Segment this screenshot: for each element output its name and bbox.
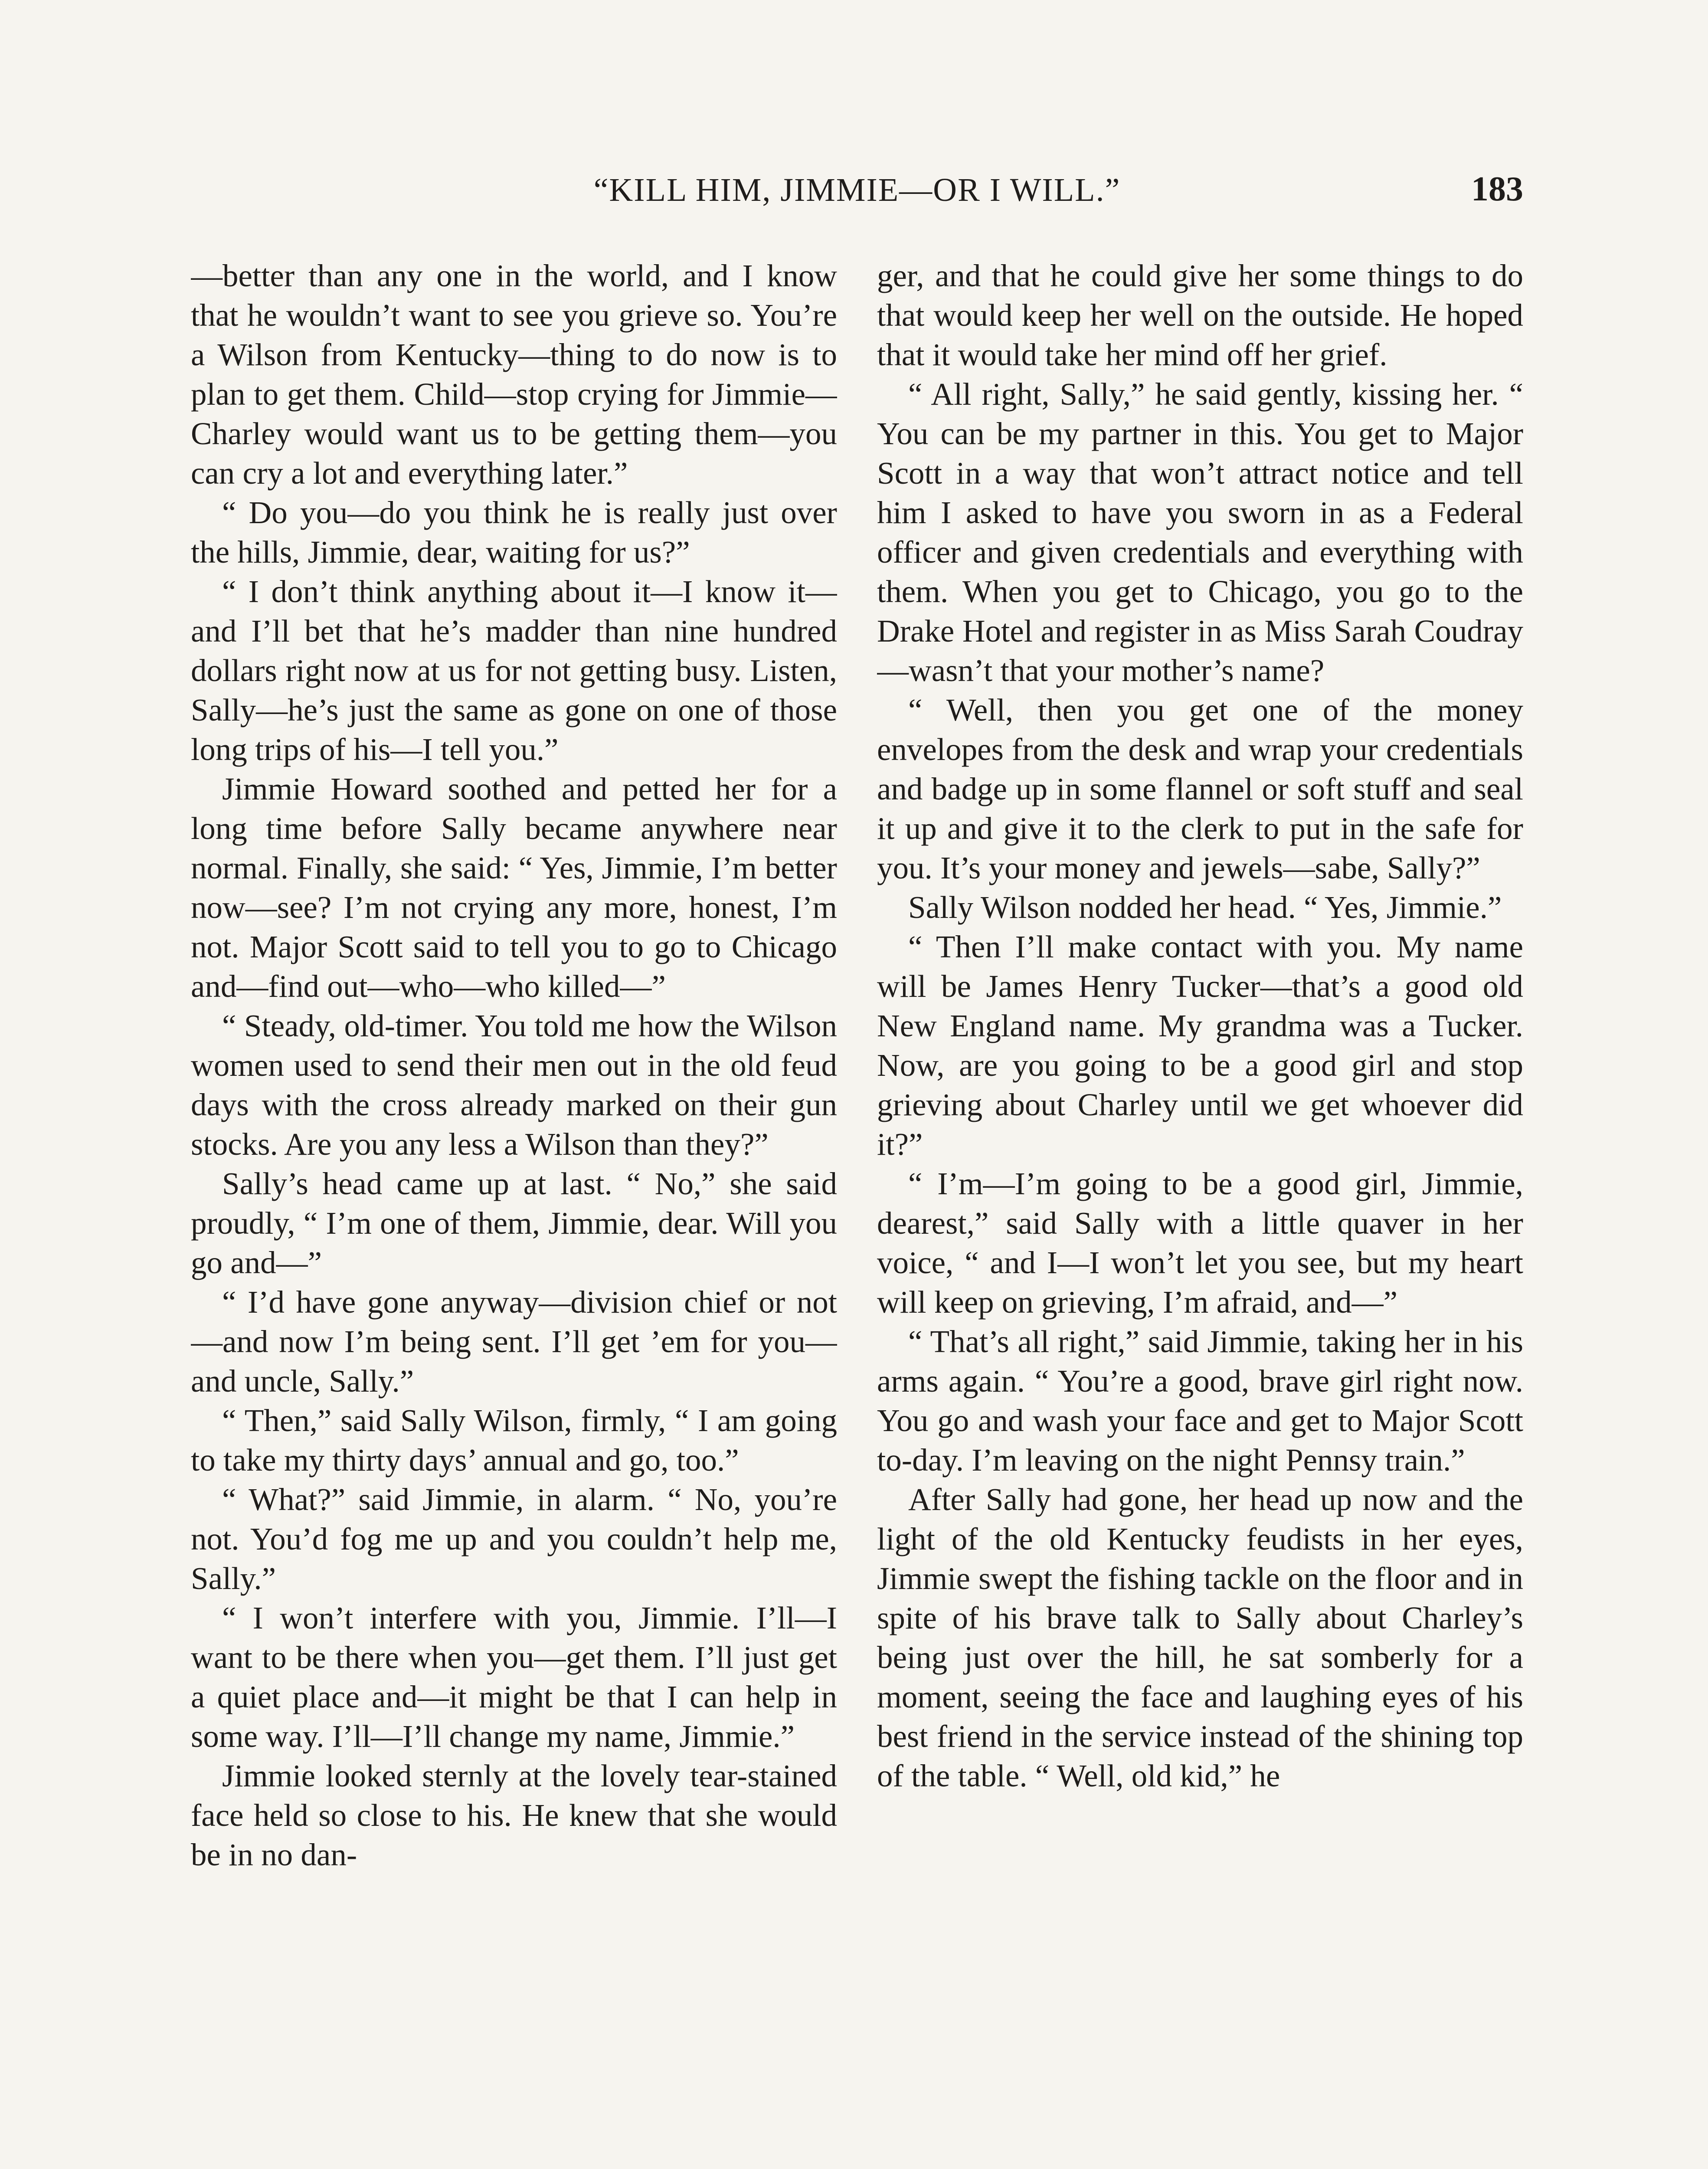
text-columns: [191, 256, 1523, 2169]
paragraph: “ I won’t interfere with you, Jimmie. I’ll—I want to be there when you—get them. I’ll just get a quiet place and—it might be that I can help in some way. I’ll—I’ll change my name, Jimmie.”: [191, 1600, 837, 1754]
paragraph: ger, and that he could give her some things to do that would keep her well on the outside. He hoped that it would take her mind off her grief.: [877, 258, 1523, 372]
paragraph: —better than any one in the world, and I know that he wouldn’t want to see you grieve so. You’re a Wilson from Kentucky—thing to do now is to plan to get them. Child—stop crying for Jimmie—Charley would want us to be getting them—you can cry a lot and everything later.”: [191, 258, 837, 491]
paragraph: Jimmie Howard soothed and petted her for a long time before Sally became anywhere near normal. Finally, she said: “ Yes, Jimmie, I’m better now—see? I’m not crying any more, honest, I’m not. Major Scott said to tell you to go to Chicago and—find out—who—who killed—”: [191, 771, 837, 1004]
paragraph: “ I don’t think anything about it—I know it—and I’ll bet that he’s madder than nine hundred dollars right now at us for not getting busy. Listen, Sally—he’s just the same as gone on one of those long trips of his—I tell you.”: [191, 574, 837, 767]
paragraph: “ What?” said Jimmie, in alarm. “ No, you’re not. You’d fog me up and you couldn’t help me, Sally.”: [191, 1482, 837, 1596]
paragraph: Sally Wilson nodded her head. “ Yes, Jimmie.”: [908, 890, 1502, 925]
paragraph: After Sally had gone, her head up now and the light of the old Kentucky feudists in her eyes, Jimmie swept the fishing tackle on the floor and in spite of his brave talk to Sally about Charley’s being just over the hill, he sat somberly for a moment, seeing the face and laughing eyes of his best friend in the service instead of the shining top of the table. “ Well, old kid,” he: [877, 1482, 1523, 1793]
paragraph: “ All right, Sally,” he said gently, kissing her. “ You can be my partner in this. You get to Major Scott in a way that won’t attract notice and tell him I asked to have you sworn in as a Federal officer and given credentials and everything with them. When you get to Chicago, you go to the Drake Hotel and register in as Miss Sarah Coudray—wasn’t that your mother’s name?: [877, 377, 1523, 688]
paragraph: “ I’d have gone anyway—division chief or not—and now I’m being sent. I’ll get ’em for you—and uncle, Sally.”: [191, 1284, 837, 1399]
paragraph: “ Then I’ll make contact with you. My name will be James Henry Tucker—that’s a good old New England name. My grandma was a Tucker. Now, are you going to be a good girl and stop grieving about Charley until we get whoever did it?”: [877, 929, 1523, 1162]
right-column: [877, 256, 1523, 2169]
paragraph: “ Do you—do you think he is really just over the hills, Jimmie, dear, waiting for us?”: [191, 495, 837, 570]
paragraph: Jimmie looked sternly at the lovely tear-stained face held so close to his. He knew that she would be in no dan-: [191, 1758, 837, 1872]
paragraph: “ Well, then you get one of the money envelopes from the desk and wrap your credentials and badge up in some flannel or soft stuff and seal it up and give it to the clerk to put in the safe for you. It’s your money and jewels—sabe, Sally?”: [877, 692, 1523, 885]
left-column: [191, 256, 837, 2169]
paragraph: “ Then,” said Sally Wilson, firmly, “ I am going to take my thirty days’ annual and go, too.”: [191, 1403, 837, 1478]
page-number: 183: [1471, 170, 1523, 208]
paragraph: “ I’m—I’m going to be a good girl, Jimmie, dearest,” said Sally with a little quaver in her voice, “ and I—I won’t let you see, but my heart will keep on grieving, I’m afraid, and—”: [877, 1166, 1523, 1320]
running-head: [191, 171, 1523, 219]
chapter-title: “KILL HIM, JIMMIE—OR I WILL.”: [593, 172, 1121, 208]
paragraph: “ That’s all right,” said Jimmie, taking her in his arms again. “ You’re a good, brave girl right now. You go and wash your face and get to Major Scott to-day. I’m leaving on the night Pennsy train.”: [877, 1324, 1523, 1478]
paragraph: “ Steady, old-timer. You told me how the Wilson women used to send their men out in the old feud days with the cross already marked on their gun stocks. Are you any less a Wilson than they?”: [191, 1008, 837, 1162]
paragraph: Sally’s head came up at last. “ No,” she said proudly, “ I’m one of them, Jimmie, dear. Will you go and—”: [191, 1166, 837, 1280]
